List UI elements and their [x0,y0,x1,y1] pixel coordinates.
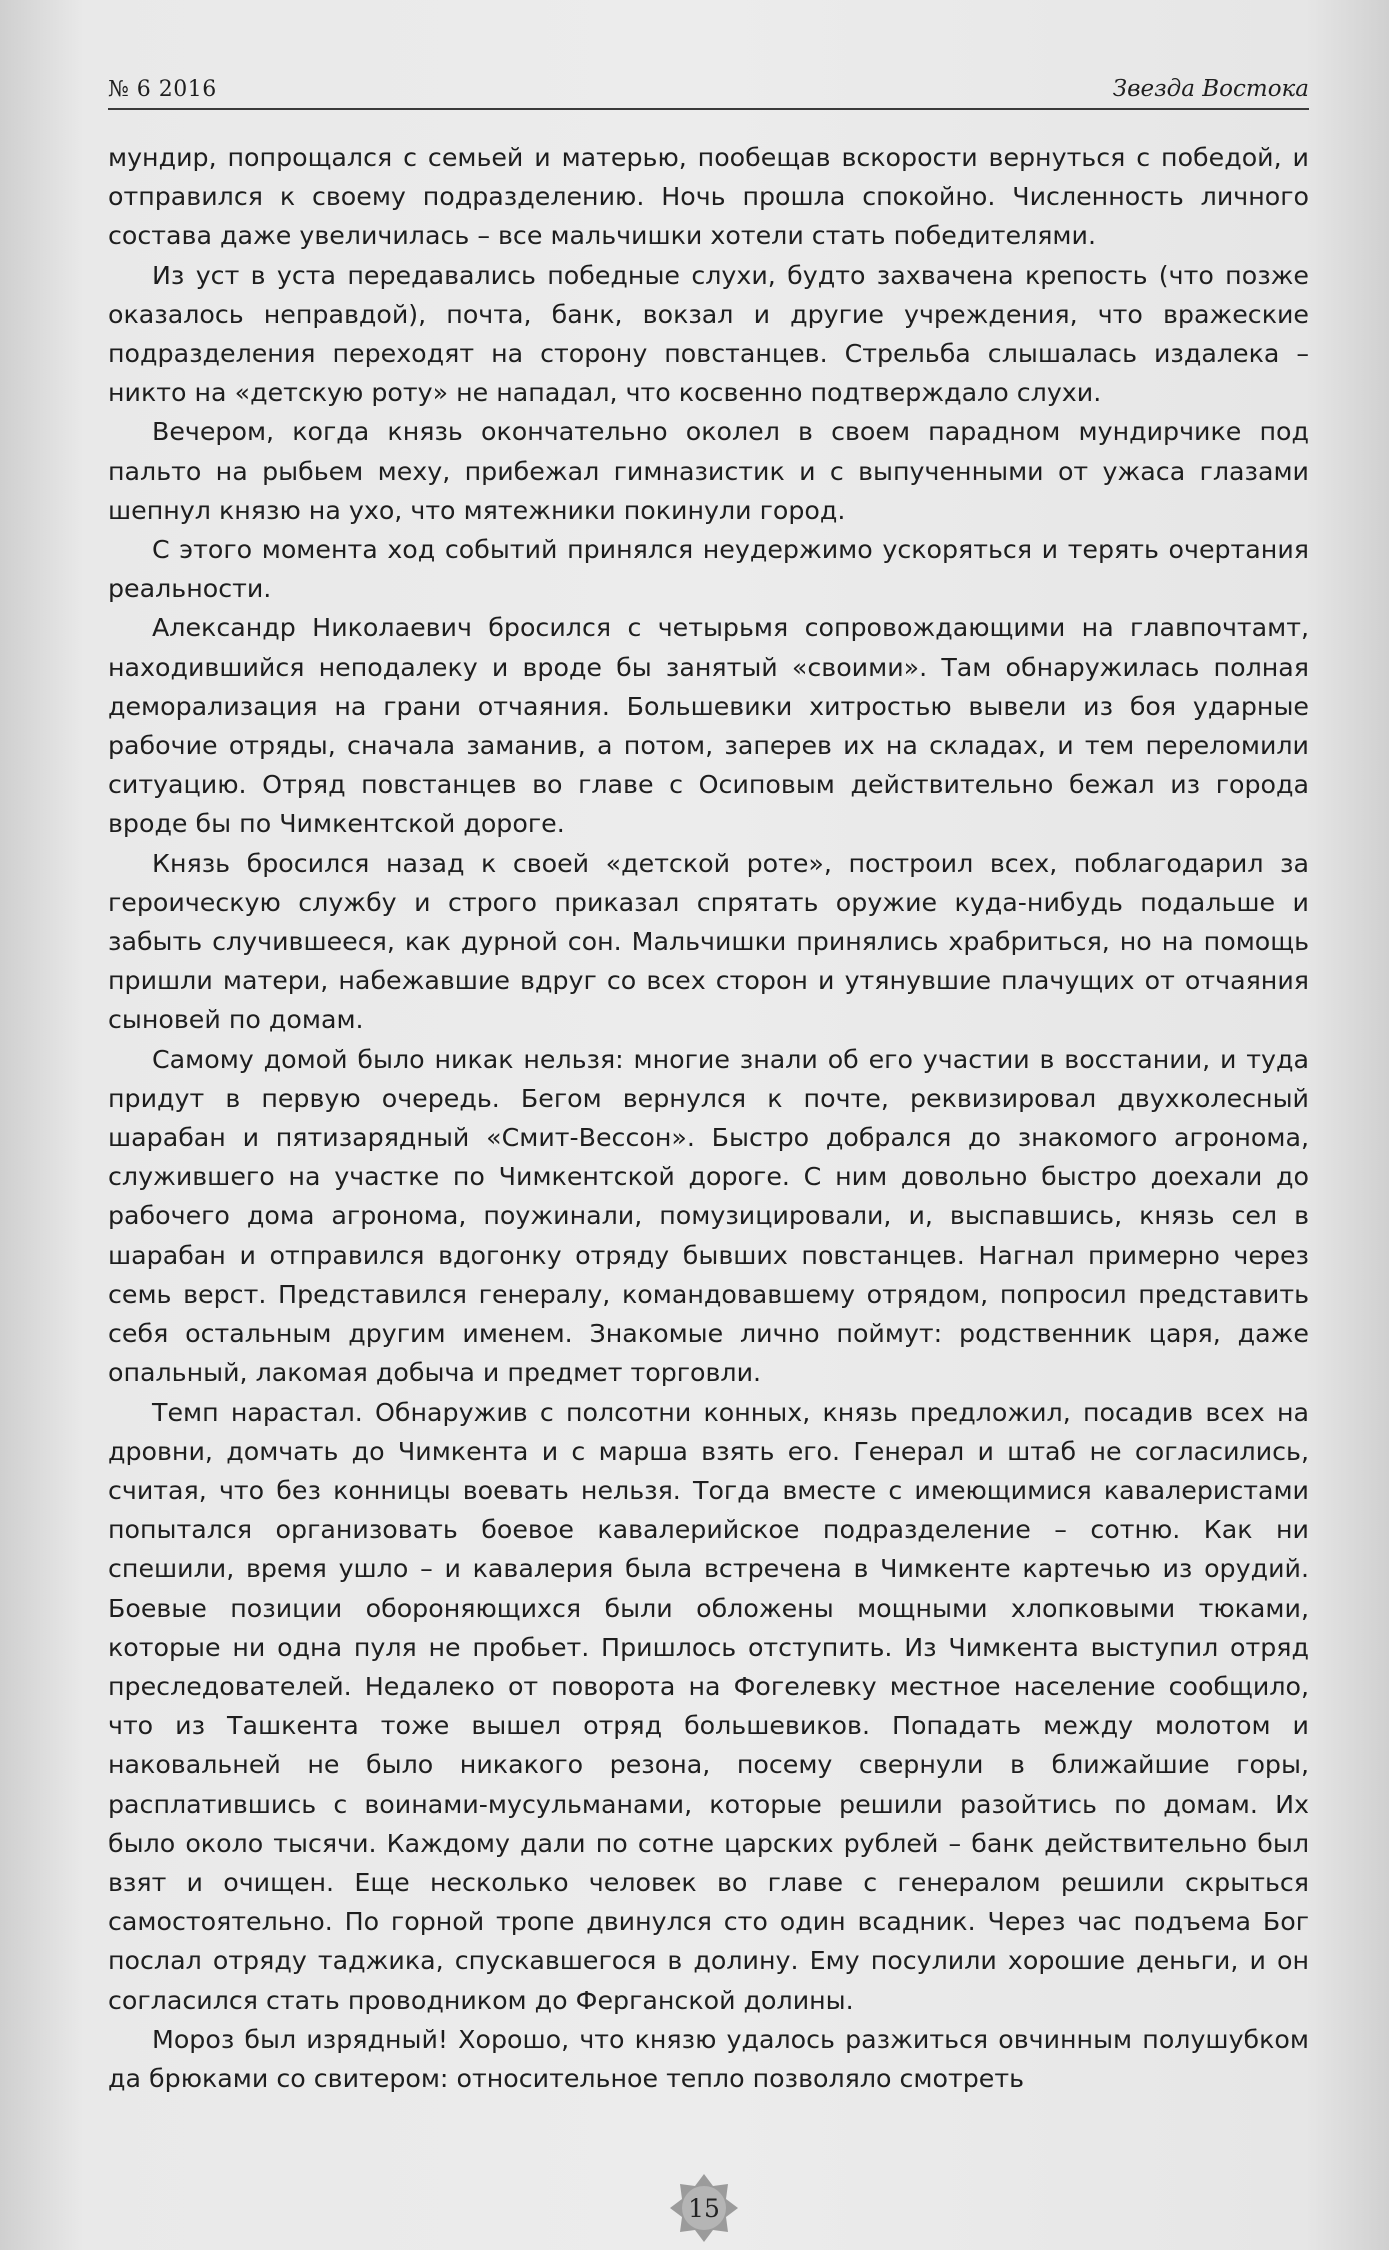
paragraph: Из уст в уста передавались победные слухи, будто захвачена крепость (что позже оказалось неправдой), почта, банк, вокзал и другие учреждения, что вражеские подразделения переходят на сторону повстанцев. Стрельба слышалась издалека – никто на «детскую роту» не нападал, что косвенно подтверждало слухи. [108,260,1309,408]
paragraph: Темп нарастал. Обнаружив с полсотни конных, князь предложил, посадив всех на дровни, домчать до Чимкента и с марша взять его. Генерал и штаб не согласились, считая, что без конницы воевать нельзя. Тогда вместе с имеющимися кавалеристами попытался организовать боевое кавалерийское подразделение – сотню. Как ни спешили, время ушло – и кавалерия была встречена в Чимкенте картечью из орудий. Боевые позиции обороняющихся были обложены мощными хлопковыми тюками, которые ни одна пуля не пробьет. Пришлось отступить. Из Чимкента выступил отряд преследователей. Недалеко от поворота на Фогелевку местное население сообщило, что из Ташкента тоже вышел отряд большевиков. Попадать между молотом и наковальней не было никакого резона, посему свернули в ближайшие горы, расплатившись с воинами-мусульманами, которые решили разойтись по домам. Их было около тысячи. Каждому дали по сотне царских рублей – банк действительно был взят и очищен. Еще несколько человек во главе с генералом решили скрыться самостоятельно. По горной тропе двинулся сто один всадник. Через час подъема Бог послал отряду таджика, спускавшегося в долину. Ему посулили хорошие деньги, и он согласился стать проводником до Ферганской долины. [108,1397,1309,2015]
paragraph: Мороз был изрядный! Хорошо, что князю удалось разжиться овчинным полушубком да брюками со свитером: относительное тепло позволяло смотреть [108,2024,1309,2093]
paragraph: Вечером, когда князь окончательно околел в своем парадном мундирчике под пальто на рыбьем меху, прибежал гимназистик и с выпученными от ужаса глазами шепнул князю на ухо, что мятежники покинули город. [108,417,1309,525]
paragraph: Александр Николаевич бросился с четырьмя сопровождающими на главпочтамт, находившийся неподалеку и вроде бы занятый «своими». Там обнаружилась полная деморализация на грани отчаяния. Большевики хитростью вывели из боя ударные рабочие отряды, сначала заманив, а потом, заперев их на складах, и тем переломили ситуацию. Отряд повстанцев во главе с Осиповым действительно бежал из города вроде бы по Чимкентской дороге. [108,613,1309,839]
paragraph: мундир, попрощался с семьей и матерью, пообещав вскорости вернуться с победой, и отправился к своему подразделению. Ночь прошла спокойно. Численность личного состава даже увеличилась – все мальчишки хотели стать победителями. [108,143,1309,251]
page-number-badge [668,2172,740,2244]
issue-label: № 6 2016 [108,77,217,102]
page-number: 15 [688,2193,720,2223]
paragraph: Князь бросился назад к своей «детской роте», построил всех, поблагодарил за героическую службу и строго приказал спрятать оружие куда-нибудь подальше и забыть случившееся, как дурной сон. Мальчишки принялись храбриться, но на помощь пришли матери, набежавшие вдруг со всех сторон и утянувшие плачущих от отчаяния сыновей по домам. [108,848,1309,1035]
paragraph: Самому домой было никак нельзя: многие знали об его участии в восстании, и туда придут в первую очередь. Бегом вернулся к почте, реквизировал двухколесный шарабан и пятизарядный «Смит-Вессон». Быстро добрался до знакомого агронома, служившего на участке по Чимкентской дороге. С ним довольно быстро доехали до рабочего дома агронома, поужинали, помузицировали, и, выспавшись, князь сел в шарабан и отправился вдогонку отряду бывших повстанцев. Нагнал примерно через семь верст. Представился генералу, командовавшему отрядом, попросил представить себя остальным другим именем. Знакомые лично поймут: родственник царя, даже опальный, лакомая добыча и предмет торговли. [108,1044,1309,1388]
paragraph: С этого момента ход событий принялся неудержимо ускоряться и терять очертания реальности. [108,535,1309,604]
journal-title: Звезда Востока [1112,76,1309,102]
article-body [108,138,1309,2098]
running-header [108,62,1309,110]
